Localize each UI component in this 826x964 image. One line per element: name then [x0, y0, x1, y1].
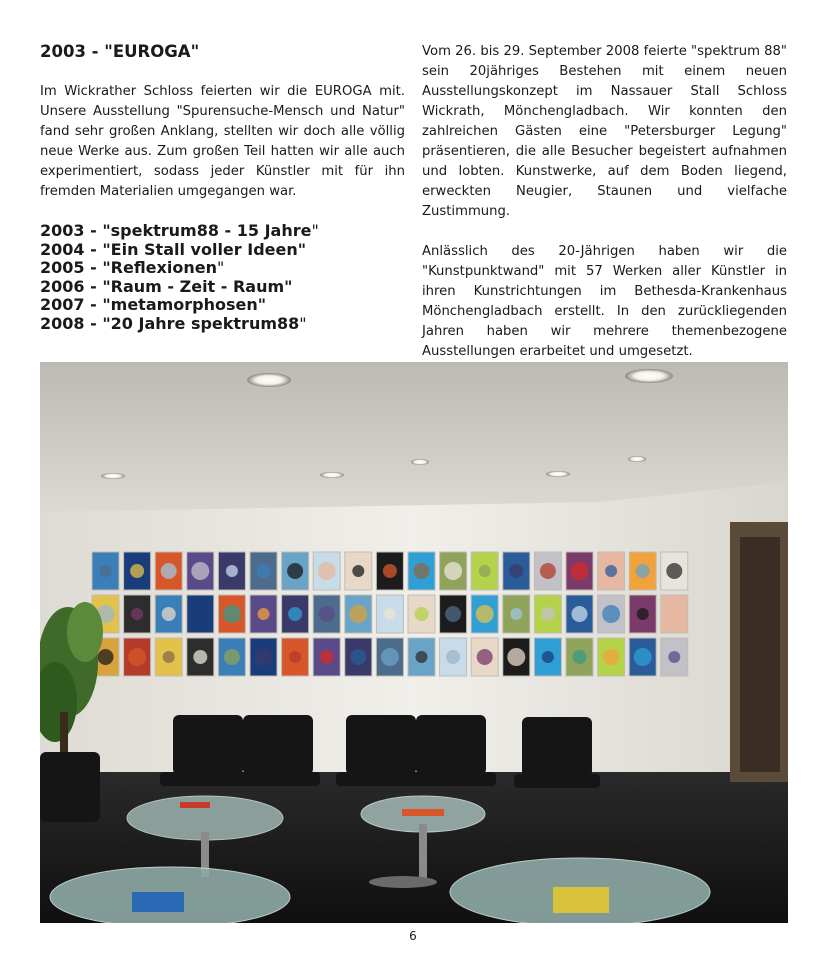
artwork-motif — [637, 608, 649, 620]
artwork-motif — [572, 606, 588, 622]
section-heading-euroga: 2003 - "EUROGA" — [40, 42, 200, 61]
artwork-motif — [603, 649, 619, 665]
artwork-motif — [415, 607, 429, 621]
artwork-motif — [161, 563, 177, 579]
artwork-motif — [162, 607, 176, 621]
artwork-motif — [100, 565, 112, 577]
artwork-motif — [258, 608, 270, 620]
artwork-motif — [381, 648, 399, 666]
artwork-motif — [446, 650, 460, 664]
artwork-motif — [349, 605, 367, 623]
exhibition-item: 2004 - "Ein Stall voller Ideen" — [40, 239, 307, 259]
exhibition-item: 2007 - "metamorphosen" — [40, 295, 267, 314]
artwork-motif — [318, 562, 336, 580]
artwork-motif — [573, 650, 587, 664]
artwork-motif — [476, 605, 494, 623]
ceiling-light — [320, 472, 344, 478]
artwork-motif — [193, 650, 207, 664]
artwork-motif — [542, 651, 554, 663]
artwork-motif — [98, 649, 114, 665]
artwork-motif — [509, 564, 523, 578]
exhibition-list — [40, 222, 405, 333]
page-number: 6 — [409, 929, 417, 943]
ceiling-light — [101, 473, 125, 479]
ceiling-light — [625, 369, 673, 383]
artwork-motif — [224, 649, 240, 665]
artwork-motif — [383, 564, 397, 578]
artwork-motif — [130, 564, 144, 578]
artwork-motif — [319, 606, 335, 622]
exhibition-item: 2006 - "Raum - Zeit - Raum" — [40, 276, 293, 296]
ceiling-light — [411, 459, 429, 465]
ceiling-light — [628, 456, 646, 462]
artwork-motif — [163, 651, 175, 663]
artwork-motif — [191, 562, 209, 580]
artwork-motif — [605, 565, 617, 577]
exhibition-item: 2003 - "spektrum88 - 15 Jahre" — [40, 221, 319, 240]
euroga-paragraph: Im Wickrather Schloss feierten wir die EUROGA mit. Unsere Ausstellung "Spurensuche-Mensch und Natur" fand sehr großen Anklang, stellten wir doch alle völlig neue Werke aus. Zum großen Teil hatten wir alle auch experimentiert, sodass jeder Künstler mit für ihn fremden Materialien umgegangen war. — [40, 84, 405, 199]
artwork-motif — [636, 564, 650, 578]
artwork-motif — [289, 651, 301, 663]
gallery-wall-photo — [40, 362, 788, 923]
artwork-motif — [128, 648, 146, 666]
kunstpunktwand-paragraph: Anlässlich des 20-Jährigen haben wir die "Kunstpunktwand" mit 57 Werken aller Künstler in ihren Kunstrichtungen im Bethesda-Krankenhaus Mönchengladbach erstellt. In den zurückliegenden Jahren haben wir mehrere themenbezogene Ausstellungen erarbeitet und umgesetzt. — [422, 244, 787, 359]
artwork-motif — [445, 606, 461, 622]
artwork-motif — [666, 563, 682, 579]
right-column — [422, 42, 787, 382]
left-column — [40, 42, 405, 333]
artwork-motif — [192, 606, 208, 622]
artwork-motif — [510, 608, 522, 620]
exhibition-item: 2008 - "20 Jahre spektrum88" — [40, 313, 307, 333]
artwork-motif — [602, 605, 620, 623]
artwork-motif — [540, 563, 556, 579]
artwork-motif — [131, 608, 143, 620]
artwork-motif — [223, 605, 241, 623]
artwork-motif — [416, 651, 428, 663]
artwork-motif — [444, 562, 462, 580]
artwork-motif — [634, 648, 652, 666]
artwork-motif — [350, 649, 366, 665]
artwork-motif — [255, 648, 273, 666]
artwork-motif — [477, 649, 493, 665]
artwork-motif — [667, 607, 681, 621]
artwork-motif — [320, 650, 334, 664]
artwork-motif — [414, 563, 430, 579]
artwork-motif — [479, 565, 491, 577]
artwork-motif — [507, 648, 525, 666]
artwork-motif — [226, 565, 238, 577]
exhibition-item: 2005 - "Reflexionen" — [40, 258, 225, 277]
artwork-motif — [384, 608, 396, 620]
artwork-motif — [571, 562, 589, 580]
anniversary-paragraph: Vom 26. bis 29. September 2008 feierte "spektrum 88" sein 20jähriges Bestehen mit einem neuen Ausstellungskonzept im Nassauer Stall Schloss Wickrath, Mönchengladbach. Wir konnten den zahlreichen Gästen eine "Petersburger Legung" präsentieren, die alle Besucher begeistert aufnahmen und lobten. Kunstwerke, auf dem Boden liegend, erweckten Neugier, Staunen und vielfache Zustimmung. — [422, 44, 787, 219]
artwork-motif — [668, 651, 680, 663]
ceiling-light — [247, 373, 291, 387]
artwork-motif — [352, 565, 364, 577]
artwork-motif — [288, 607, 302, 621]
artwork-grid — [92, 552, 688, 676]
ceiling-light — [546, 471, 570, 477]
artwork-motif — [287, 563, 303, 579]
artwork-motif — [541, 607, 555, 621]
artwork-motif — [257, 564, 271, 578]
